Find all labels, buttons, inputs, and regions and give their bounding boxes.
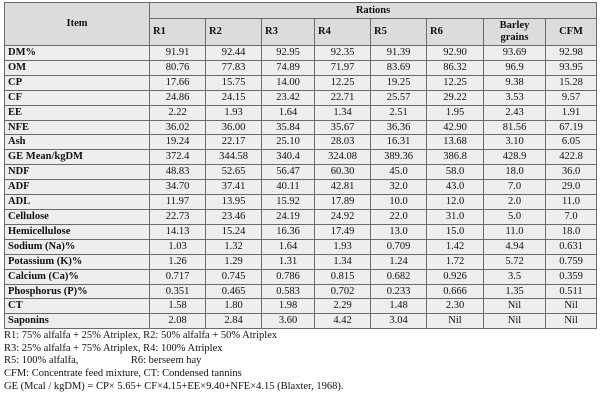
- table-row: [5, 269, 597, 284]
- table-cell: 40.11: [262, 180, 315, 195]
- table-cell: 45.0: [371, 165, 427, 180]
- footnote-line: R1: 75% alfalfa + 25% Atriplex, R2: 50% alfalfa + 50% Atriplex: [4, 330, 278, 342]
- table-cell: 22.73: [150, 209, 206, 224]
- table-cell: 24.15: [206, 90, 262, 105]
- row-label: Potassium (K)%: [5, 254, 150, 269]
- table-cell: 31.0: [427, 209, 484, 224]
- row-label: Calcium (Ca)%: [5, 269, 150, 284]
- table-cell: 48.83: [150, 165, 206, 180]
- table-cell: 1.95: [427, 105, 484, 120]
- table-cell: 77.83: [206, 60, 262, 75]
- table-cell: 344.58: [206, 150, 262, 165]
- footnote-line: R3: 25% alfalfa + 75% Atriplex, R4: 100% Atriplex: [4, 342, 223, 354]
- table-cell: 12.25: [427, 75, 484, 90]
- table-cell: 29.22: [427, 90, 484, 105]
- table-cell: 96.9: [484, 60, 546, 75]
- table-cell: 13.68: [427, 135, 484, 150]
- table-cell: 22.0: [371, 209, 427, 224]
- table-cell: 7.0: [546, 209, 597, 224]
- item-header: Item: [5, 3, 150, 46]
- table-cell: 2.0: [484, 195, 546, 210]
- table-cell: 80.76: [150, 60, 206, 75]
- table-cell: 24.19: [262, 209, 315, 224]
- table-cell: 36.36: [371, 120, 427, 135]
- table-cell: 93.69: [484, 46, 546, 61]
- table-cell: 28.03: [315, 135, 371, 150]
- table-cell: 86.32: [427, 60, 484, 75]
- table-cell: 56.47: [262, 165, 315, 180]
- table-cell: 0.926: [427, 269, 484, 284]
- table-cell: 19.25: [371, 75, 427, 90]
- row-label: Hemicellulose: [5, 224, 150, 239]
- table-cell: 0.717: [150, 269, 206, 284]
- table-cell: 1.34: [315, 105, 371, 120]
- footnote-line: GE (Mcal / kgDM) = CP× 5.65+ CF×4.15+EE×9.40+NFE×4.15 (Blaxter, 1968).: [4, 380, 344, 392]
- row-label: NDF: [5, 165, 150, 180]
- column-header: R1: [150, 19, 206, 46]
- table-cell: Nil: [484, 314, 546, 329]
- table-cell: 0.465: [206, 284, 262, 299]
- table-row: [5, 90, 597, 105]
- row-label: OM: [5, 60, 150, 75]
- table-cell: 0.233: [371, 284, 427, 299]
- table-cell: 0.759: [546, 254, 597, 269]
- table-cell: 17.66: [150, 75, 206, 90]
- row-label: Sodium (Na)%: [5, 239, 150, 254]
- table-cell: 15.92: [262, 195, 315, 210]
- table-cell: 93.95: [546, 60, 597, 75]
- table-cell: 1.91: [546, 105, 597, 120]
- table-cell: 22.71: [315, 90, 371, 105]
- table-cell: 1.24: [371, 254, 427, 269]
- table-cell: 23.46: [206, 209, 262, 224]
- table-cell: 422.8: [546, 150, 597, 165]
- row-label: Saponins: [5, 314, 150, 329]
- table-row: [5, 284, 597, 299]
- table-row: [5, 150, 597, 165]
- row-label: CP: [5, 75, 150, 90]
- table-cell: 58.0: [427, 165, 484, 180]
- row-label: CF: [5, 90, 150, 105]
- table-row: [5, 195, 597, 210]
- table-cell: 43.0: [427, 180, 484, 195]
- table-cell: 34.70: [150, 180, 206, 195]
- row-label: Cellulose: [5, 209, 150, 224]
- table-cell: 0.745: [206, 269, 262, 284]
- table-cell: 1.03: [150, 239, 206, 254]
- row-label: ADL: [5, 195, 150, 210]
- table-cell: 14.13: [150, 224, 206, 239]
- table-cell: 17.89: [315, 195, 371, 210]
- table-cell: 1.98: [262, 299, 315, 314]
- table-cell: 6.05: [546, 135, 597, 150]
- table-cell: 23.42: [262, 90, 315, 105]
- table-cell: 71.97: [315, 60, 371, 75]
- table-cell: 5.72: [484, 254, 546, 269]
- footnote-line: CFM: Concentrate feed mixture, CT: Condensed tannins: [4, 368, 242, 379]
- table-cell: 3.53: [484, 90, 546, 105]
- table-cell: 2.08: [150, 314, 206, 329]
- table-cell: 1.42: [427, 239, 484, 254]
- table-cell: 1.93: [315, 239, 371, 254]
- table-cell: 11.97: [150, 195, 206, 210]
- table-cell: 11.0: [484, 224, 546, 239]
- table-cell: 37.41: [206, 180, 262, 195]
- table-cell: 1.29: [206, 254, 262, 269]
- table-cell: 67.19: [546, 120, 597, 135]
- table-cell: 15.0: [427, 224, 484, 239]
- table-cell: 12.0: [427, 195, 484, 210]
- table-cell: 2.51: [371, 105, 427, 120]
- table-cell: 7.0: [484, 180, 546, 195]
- table-cell: 372.4: [150, 150, 206, 165]
- table-cell: 92.90: [427, 46, 484, 61]
- row-label: CT: [5, 299, 150, 314]
- table-cell: 0.786: [262, 269, 315, 284]
- table-cell: 11.0: [546, 195, 597, 210]
- column-header: R6: [427, 19, 484, 46]
- document-page: [4, 2, 596, 393]
- table-cell: 1.48: [371, 299, 427, 314]
- table-cell: 19.24: [150, 135, 206, 150]
- table-row: [5, 180, 597, 195]
- table-row: [5, 254, 597, 269]
- table-cell: 1.64: [262, 105, 315, 120]
- table-cell: 3.04: [371, 314, 427, 329]
- table-cell: 1.80: [206, 299, 262, 314]
- row-label: GE Mean/kgDM: [5, 150, 150, 165]
- table-cell: 12.25: [315, 75, 371, 90]
- table-row: [5, 120, 597, 135]
- table-cell: 14.00: [262, 75, 315, 90]
- table-cell: Nil: [546, 314, 597, 329]
- table-cell: 83.69: [371, 60, 427, 75]
- table-cell: 1.58: [150, 299, 206, 314]
- table-cell: 74.89: [262, 60, 315, 75]
- table-cell: 92.44: [206, 46, 262, 61]
- table-cell: 2.84: [206, 314, 262, 329]
- table-cell: 92.95: [262, 46, 315, 61]
- table-cell: 1.34: [315, 254, 371, 269]
- table-row: [5, 165, 597, 180]
- column-header: CFM: [546, 19, 597, 46]
- table-cell: Nil: [427, 314, 484, 329]
- row-label: DM%: [5, 46, 150, 61]
- table-cell: 92.98: [546, 46, 597, 61]
- column-header: R3: [262, 19, 315, 46]
- row-label: EE: [5, 105, 150, 120]
- table-cell: 2.22: [150, 105, 206, 120]
- row-label: ADF: [5, 180, 150, 195]
- table-row: [5, 299, 597, 314]
- column-header: R2: [206, 19, 262, 46]
- table-cell: 42.90: [427, 120, 484, 135]
- table-cell: 25.57: [371, 90, 427, 105]
- table-cell: Nil: [484, 299, 546, 314]
- table-cell: 15.28: [546, 75, 597, 90]
- table-row: [5, 314, 597, 329]
- table-cell: 81.56: [484, 120, 546, 135]
- table-row: [5, 224, 597, 239]
- table-row: [5, 75, 597, 90]
- table-cell: 2.43: [484, 105, 546, 120]
- table-row: [5, 105, 597, 120]
- table-cell: 1.35: [484, 284, 546, 299]
- row-label: Ash: [5, 135, 150, 150]
- table-cell: 24.92: [315, 209, 371, 224]
- column-header: R5: [371, 19, 427, 46]
- table-cell: 0.709: [371, 239, 427, 254]
- table-row: [5, 60, 597, 75]
- table-cell: 1.72: [427, 254, 484, 269]
- table-cell: 4.94: [484, 239, 546, 254]
- table-cell: 36.00: [206, 120, 262, 135]
- table-cell: 386.8: [427, 150, 484, 165]
- table-cell: 9.57: [546, 90, 597, 105]
- table-cell: 36.02: [150, 120, 206, 135]
- table-row: [5, 46, 597, 61]
- column-header: Barley grains: [484, 19, 546, 46]
- table-cell: 2.30: [427, 299, 484, 314]
- table-cell: 9.38: [484, 75, 546, 90]
- table-cell: 3.10: [484, 135, 546, 150]
- table-cell: 0.631: [546, 239, 597, 254]
- table-cell: 0.351: [150, 284, 206, 299]
- footnote-line: R5: 100% alfalfa, R6: berseem hay: [4, 355, 202, 367]
- table-cell: 1.64: [262, 239, 315, 254]
- table-cell: 25.10: [262, 135, 315, 150]
- table-cell: 18.0: [546, 224, 597, 239]
- table-cell: 18.0: [484, 165, 546, 180]
- table-cell: 5.0: [484, 209, 546, 224]
- table-cell: 4.42: [315, 314, 371, 329]
- table-cell: 1.93: [206, 105, 262, 120]
- table-body: [5, 46, 597, 329]
- table-cell: 15.75: [206, 75, 262, 90]
- row-label: NFE: [5, 120, 150, 135]
- table-cell: 16.36: [262, 224, 315, 239]
- table-row: [5, 135, 597, 150]
- table-cell: 1.31: [262, 254, 315, 269]
- table-cell: 0.682: [371, 269, 427, 284]
- table-cell: 32.0: [371, 180, 427, 195]
- table-cell: 3.5: [484, 269, 546, 284]
- table-row: [5, 209, 597, 224]
- rations-composition-table: [4, 2, 597, 329]
- table-cell: 428.9: [484, 150, 546, 165]
- table-cell: 91.39: [371, 46, 427, 61]
- table-cell: 91.91: [150, 46, 206, 61]
- table-cell: 24.86: [150, 90, 206, 105]
- table-cell: 324.08: [315, 150, 371, 165]
- table-cell: 22.17: [206, 135, 262, 150]
- row-label: Phosphorus (P)%: [5, 284, 150, 299]
- table-footnotes: [4, 330, 596, 393]
- table-cell: 389.36: [371, 150, 427, 165]
- table-cell: 52.65: [206, 165, 262, 180]
- table-cell: 3.60: [262, 314, 315, 329]
- table-cell: 42.81: [315, 180, 371, 195]
- table-cell: 1.32: [206, 239, 262, 254]
- table-cell: 1.26: [150, 254, 206, 269]
- table-cell: 15.24: [206, 224, 262, 239]
- table-cell: Nil: [546, 299, 597, 314]
- table-cell: 35.84: [262, 120, 315, 135]
- table-cell: 29.0: [546, 180, 597, 195]
- table-cell: 2.29: [315, 299, 371, 314]
- table-cell: 13.0: [371, 224, 427, 239]
- table-cell: 0.702: [315, 284, 371, 299]
- table-cell: 16.31: [371, 135, 427, 150]
- table-cell: 0.583: [262, 284, 315, 299]
- table-cell: 0.359: [546, 269, 597, 284]
- table-cell: 60.30: [315, 165, 371, 180]
- table-row: [5, 239, 597, 254]
- table-cell: 17.49: [315, 224, 371, 239]
- table-cell: 0.815: [315, 269, 371, 284]
- rations-group-header: Rations: [150, 3, 597, 19]
- column-header: R4: [315, 19, 371, 46]
- table-cell: 0.666: [427, 284, 484, 299]
- table-cell: 35.67: [315, 120, 371, 135]
- table-cell: 0.511: [546, 284, 597, 299]
- table-cell: 13.95: [206, 195, 262, 210]
- table-cell: 340.4: [262, 150, 315, 165]
- table-cell: 10.0: [371, 195, 427, 210]
- table-cell: 92.35: [315, 46, 371, 61]
- table-cell: 36.0: [546, 165, 597, 180]
